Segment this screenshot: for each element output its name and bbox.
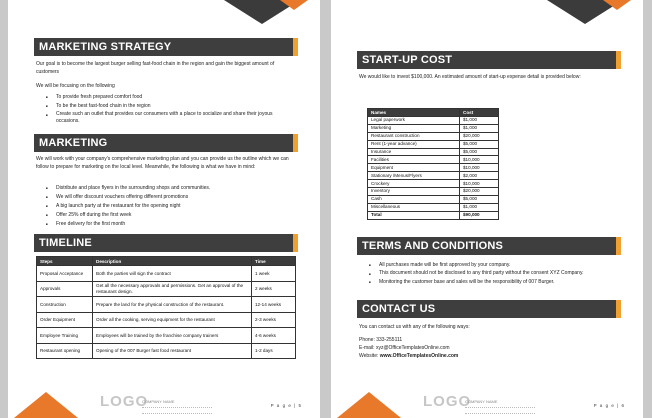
list-item: ■ Create such an outlet that provides our consumers with a place to socialize and share their joyous occasions. — [46, 111, 296, 125]
list-item: ■ We will offer discount vouchers offering different promotions — [46, 193, 296, 202]
list-item: ■ All purchases made will be first approved by your company. — [369, 261, 619, 270]
table-cell: 4-6 weeks — [252, 328, 296, 344]
table-cell: $2,000 — [460, 172, 499, 180]
table-row — [368, 132, 499, 140]
heading-timeline — [34, 234, 298, 252]
heading-contact-text: CONTACT US — [362, 303, 436, 315]
table-cell: $1,000 — [460, 124, 499, 132]
heading-startup-cost-text: START-UP COST — [362, 54, 453, 66]
footer-address-lines — [142, 407, 212, 414]
footer-logo: LOGO — [100, 393, 149, 410]
table-row — [37, 312, 296, 328]
startup-cost-intro: We would like to invest $100,000. An estimated amount of start-up expense detail is provided below: — [359, 74, 581, 80]
list-item: ■ A big launch party at the restaurant for the opening night — [46, 202, 296, 211]
table-cell: $5,000 — [460, 140, 499, 148]
table-cell: Equipment — [368, 164, 460, 172]
table-cell: Construction — [37, 297, 93, 313]
table-cell: Both the parties will sign the contract — [93, 266, 252, 282]
table-cell: 2-3 weeks — [252, 312, 296, 328]
document-page-right — [331, 0, 643, 418]
table-cell: $10,000 — [460, 164, 499, 172]
table-cell: 1-2 days — [252, 343, 296, 359]
page-number: P a g e | 6 — [593, 403, 625, 408]
list-item: ■ Monitoring the customer base and sales will be the responsibility of 007 Burger. — [369, 278, 619, 287]
table-cell: 12-14 weeks — [252, 297, 296, 313]
footer-logo: LOGO — [423, 393, 472, 410]
table-cell: Stationary /Menus/Flyers — [368, 172, 460, 180]
table-cell: Insurance — [368, 148, 460, 156]
table-cell: 1 week — [252, 266, 296, 282]
column-header: Time — [252, 257, 296, 266]
heading-contact — [357, 300, 621, 318]
table-cell: $5,000 — [460, 195, 499, 203]
marketing-strategy-list — [46, 93, 296, 125]
heading-marketing-text: MARKETING — [39, 137, 108, 149]
heading-marketing-strategy — [34, 38, 298, 56]
table-cell: Prepare the land for the physical construction of the restaurant. — [93, 297, 252, 313]
table-cell: $20,000 — [460, 188, 499, 196]
list-item: ■ To provide fresh prepared comfort food — [46, 93, 296, 102]
table-row — [368, 172, 499, 180]
table-cell: Employees will be trained by the franchise company trainers — [93, 328, 252, 344]
table-cell: Cash — [368, 195, 460, 203]
marketing-intro: We will work with your company's comprehensive marketing plan and you can provide us the outline which we can follow to prepare for marketing on the local level. Meanwhile, the following is what we have in mind: — [36, 156, 289, 170]
table-row — [368, 180, 499, 188]
table-cell: $5,000 — [460, 148, 499, 156]
table-cell: Approvals — [37, 281, 93, 297]
table-cell: Restaurant construction — [368, 132, 460, 140]
list-item: ■ Offer 25% off during the first week — [46, 211, 296, 220]
terms-list — [369, 261, 619, 287]
table-cell: Opening of the 007 Burger fast food restaurant — [93, 343, 252, 359]
contact-email: E-mail: xyz@OfficeTemplatesOnline.com — [359, 345, 450, 351]
table-cell: Restaurant opening — [37, 343, 93, 359]
contact-intro: You can contact us with any of the following ways: — [359, 324, 470, 330]
table-header-row — [368, 109, 499, 117]
table-row — [368, 148, 499, 156]
column-header: Steps — [37, 257, 93, 266]
table-cell: $20,000 — [460, 132, 499, 140]
footer-accent — [337, 392, 401, 418]
table-cell: Order all the cooking, serving equipment for the restaurant — [93, 312, 252, 328]
table-cell: $1,000 — [460, 203, 499, 211]
document-page-left — [8, 0, 320, 418]
table-row — [368, 140, 499, 148]
corner-accent — [603, 0, 631, 10]
table-row — [368, 203, 499, 211]
contact-website-link[interactable]: www.OfficeTemplatesOnline.com — [379, 353, 459, 359]
table-cell: Order Equipment — [37, 312, 93, 328]
list-item: ■ This document should not be disclosed to any third party without the consent XYZ Company. — [369, 270, 619, 278]
table-cell: Total — [368, 211, 460, 219]
heading-marketing-strategy-text: MARKETING STRATEGY — [39, 41, 172, 53]
table-cell: Employee Training — [37, 328, 93, 344]
table-row — [368, 117, 499, 125]
corner-accent — [280, 0, 308, 10]
timeline-table — [36, 256, 296, 359]
table-row — [37, 328, 296, 344]
startup-cost-table — [367, 108, 499, 220]
column-header: Description — [93, 257, 252, 266]
table-cell: Inventory — [368, 188, 460, 196]
marketing-list — [46, 184, 296, 229]
contact-website-label: Website: — [359, 353, 380, 359]
table-row — [37, 343, 296, 359]
table-cell: Get all the necessary approvals and permissions. Get an approval of the restaurant design. — [93, 281, 252, 297]
contact-website — [359, 353, 619, 361]
table-row — [368, 164, 499, 172]
table-row — [368, 124, 499, 132]
footer-accent — [14, 392, 78, 418]
heading-terms — [357, 237, 621, 255]
table-cell: $90,000 — [460, 211, 499, 219]
table-cell: Proposal Acceptance — [37, 266, 93, 282]
footer-company-name: COMPANY NAME — [465, 399, 498, 404]
page-number: P a g e | 5 — [270, 403, 302, 408]
marketing-strategy-focus: We will be focusing on the following — [36, 83, 115, 89]
table-row — [37, 266, 296, 282]
column-header: Cost — [460, 109, 499, 117]
table-cell: Rent (1-year advance) — [368, 140, 460, 148]
table-cell: Legal paperwork — [368, 117, 460, 125]
heading-timeline-text: TIMELINE — [39, 237, 92, 249]
list-item: ■ Free delivery for the first month — [46, 220, 296, 229]
table-cell: Crockery — [368, 180, 460, 188]
footer-company-name: COMPANY NAME — [142, 399, 175, 404]
marketing-strategy-intro: Our goal is to become the largest burger selling fast-food chain in the region and gain the biggest amount of customers — [36, 61, 275, 75]
table-cell: 2 weeks — [252, 281, 296, 297]
table-row — [368, 188, 499, 196]
table-cell: Marketing — [368, 124, 460, 132]
table-cell: Facilities — [368, 156, 460, 164]
table-row — [37, 281, 296, 297]
table-cell: $1,000 — [460, 117, 499, 125]
table-cell: Miscellaneous — [368, 203, 460, 211]
heading-startup-cost — [357, 51, 621, 69]
footer-address-lines — [465, 407, 535, 414]
table-cell: $10,000 — [460, 156, 499, 164]
table-header-row — [37, 257, 296, 266]
contact-phone: Phone: 333-255111 — [359, 337, 403, 343]
table-row — [37, 297, 296, 313]
list-item: ■ To be the best fast-food chain in the region — [46, 102, 296, 111]
table-row — [368, 156, 499, 164]
table-row — [368, 195, 499, 203]
heading-terms-text: TERMS AND CONDITIONS — [362, 240, 504, 252]
table-total-row — [368, 211, 499, 219]
list-item: ■ Distribute and place flyers in the surrounding shops and communities. — [46, 184, 296, 193]
table-cell: $10,000 — [460, 180, 499, 188]
heading-marketing — [34, 134, 298, 152]
column-header: Names — [368, 109, 460, 117]
